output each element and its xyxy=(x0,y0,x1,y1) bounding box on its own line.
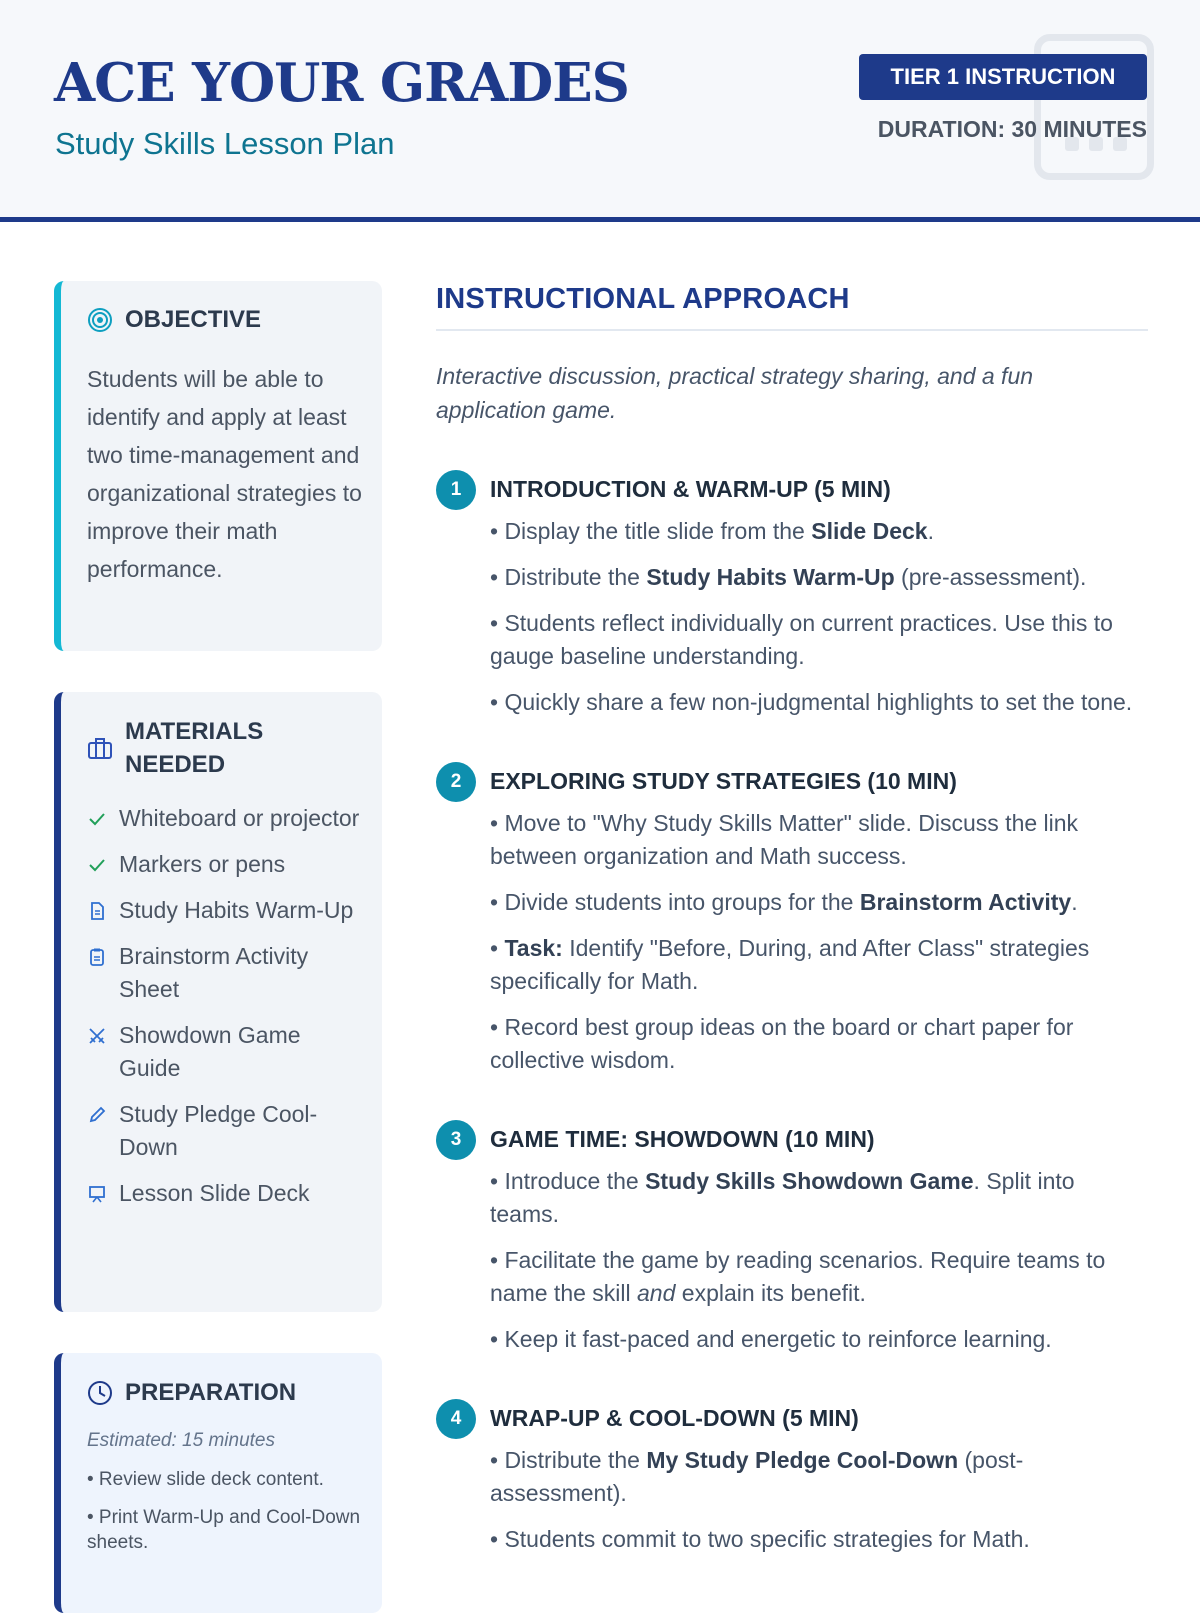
duration-label: DURATION: 30 MINUTES xyxy=(877,116,1147,142)
objective-card xyxy=(54,281,382,651)
list-item xyxy=(87,1098,367,1164)
materials-card xyxy=(54,692,382,1312)
list-item xyxy=(87,940,367,1006)
material-label: Study Pledge Cool-Down xyxy=(119,1101,318,1160)
page-title: ACE YOUR GRADES xyxy=(54,52,629,114)
list-item: • Divide students into groups for the Brainstorm Activity. xyxy=(490,889,1078,915)
check-icon xyxy=(87,855,107,875)
list-item: • Display the title slide from the Slide Deck. xyxy=(490,518,934,544)
list-item: • Students reflect individually on current practices. Use this to gauge baseline understanding. xyxy=(490,610,1113,669)
presentation-icon xyxy=(87,1184,107,1204)
list-item: • Task: Identify "Before, During, and After Class" strategies specifically for Math. xyxy=(490,935,1090,994)
preparation-heading: PREPARATION xyxy=(125,1379,297,1406)
list-item: • Distribute the My Study Pledge Cool-Down (post-assessment). xyxy=(490,1447,1024,1506)
step-title: INTRODUCTION & WARM-UP (5 MIN) xyxy=(490,476,891,502)
clock-icon xyxy=(87,1380,113,1406)
materials-heading: MATERIALS NEEDED xyxy=(125,718,264,778)
list-item: • Print Warm-Up and Cool-Down sheets. xyxy=(87,1507,361,1553)
materials-list xyxy=(87,802,367,1223)
list-item xyxy=(87,1177,367,1210)
list-item: • Keep it fast-paced and energetic to reinforce learning. xyxy=(490,1326,1052,1352)
list-item xyxy=(87,1019,367,1085)
pencil-icon xyxy=(87,1105,107,1125)
header xyxy=(0,0,1200,222)
objective-header xyxy=(87,303,261,336)
step-number-badge: 1 xyxy=(436,470,476,510)
intro-text: Interactive discussion, practical strategy sharing, and a fun application game. xyxy=(436,363,1034,423)
list-item xyxy=(87,802,367,835)
instructional-approach xyxy=(436,283,1148,1569)
objective-heading: OBJECTIVE xyxy=(125,306,262,333)
list-item: • Move to "Why Study Skills Matter" slide. Discuss the link between organization and Math success. xyxy=(490,810,1079,869)
step-bullets xyxy=(490,807,1148,1077)
step-number-badge: 4 xyxy=(436,1399,476,1439)
material-label: Brainstorm Activity Sheet xyxy=(119,943,309,1002)
step-title: GAME TIME: SHOWDOWN (10 MIN) xyxy=(490,1126,875,1152)
step-title: EXPLORING STUDY STRATEGIES (10 MIN) xyxy=(490,768,957,794)
tier-badge: TIER 1 INSTRUCTION xyxy=(859,54,1147,100)
preparation-estimate: Estimated: 15 minutes xyxy=(87,1430,275,1451)
material-label: Whiteboard or projector xyxy=(119,805,360,831)
step-2 xyxy=(436,763,1148,1077)
document-icon xyxy=(87,901,107,921)
step-4 xyxy=(436,1400,1148,1556)
list-item: • Facilitate the game by reading scenarios. Require teams to name the skill and explain its benefit. xyxy=(490,1247,1106,1306)
step-bullets xyxy=(490,1165,1148,1356)
list-item: • Quickly share a few non-judgmental highlights to set the tone. xyxy=(490,689,1133,715)
material-label: Lesson Slide Deck xyxy=(119,1180,310,1206)
page-subtitle: Study Skills Lesson Plan xyxy=(55,126,395,161)
material-label: Showdown Game Guide xyxy=(119,1022,301,1081)
step-bullets xyxy=(490,515,1148,719)
objective-text: Students will be able to identify and apply at least two time-management and organizational strategies to improve their math performance. xyxy=(87,366,362,582)
section-heading: INSTRUCTIONAL APPROACH xyxy=(436,283,1148,331)
step-number-badge: 3 xyxy=(436,1120,476,1160)
step-number-badge: 2 xyxy=(436,762,476,802)
crossed-swords-icon xyxy=(87,1026,107,1046)
step-3 xyxy=(436,1121,1148,1356)
list-item: • Distribute the Study Habits Warm-Up (pre-assessment). xyxy=(490,564,1087,590)
clipboard-icon xyxy=(87,947,107,967)
check-icon xyxy=(87,809,107,829)
material-label: Markers or pens xyxy=(119,851,286,877)
preparation-list xyxy=(87,1467,367,1568)
preparation-card xyxy=(54,1353,382,1613)
step-bullets xyxy=(490,1444,1148,1556)
step-title: WRAP-UP & COOL-DOWN (5 MIN) xyxy=(490,1405,859,1431)
step-1 xyxy=(436,471,1148,719)
list-item: • Review slide deck content. xyxy=(87,1469,324,1490)
list-item: • Students commit to two specific strategies for Math. xyxy=(490,1526,1030,1552)
material-label: Study Habits Warm-Up xyxy=(119,897,354,923)
target-icon xyxy=(87,307,113,333)
preparation-header xyxy=(87,1376,296,1409)
toolbox-icon xyxy=(87,735,113,761)
list-item: • Record best group ideas on the board or chart paper for collective wisdom. xyxy=(490,1014,1074,1073)
materials-header xyxy=(87,715,275,781)
list-item xyxy=(87,894,367,927)
list-item: • Introduce the Study Skills Showdown Game. Split into teams. xyxy=(490,1168,1075,1227)
list-item xyxy=(87,848,367,881)
